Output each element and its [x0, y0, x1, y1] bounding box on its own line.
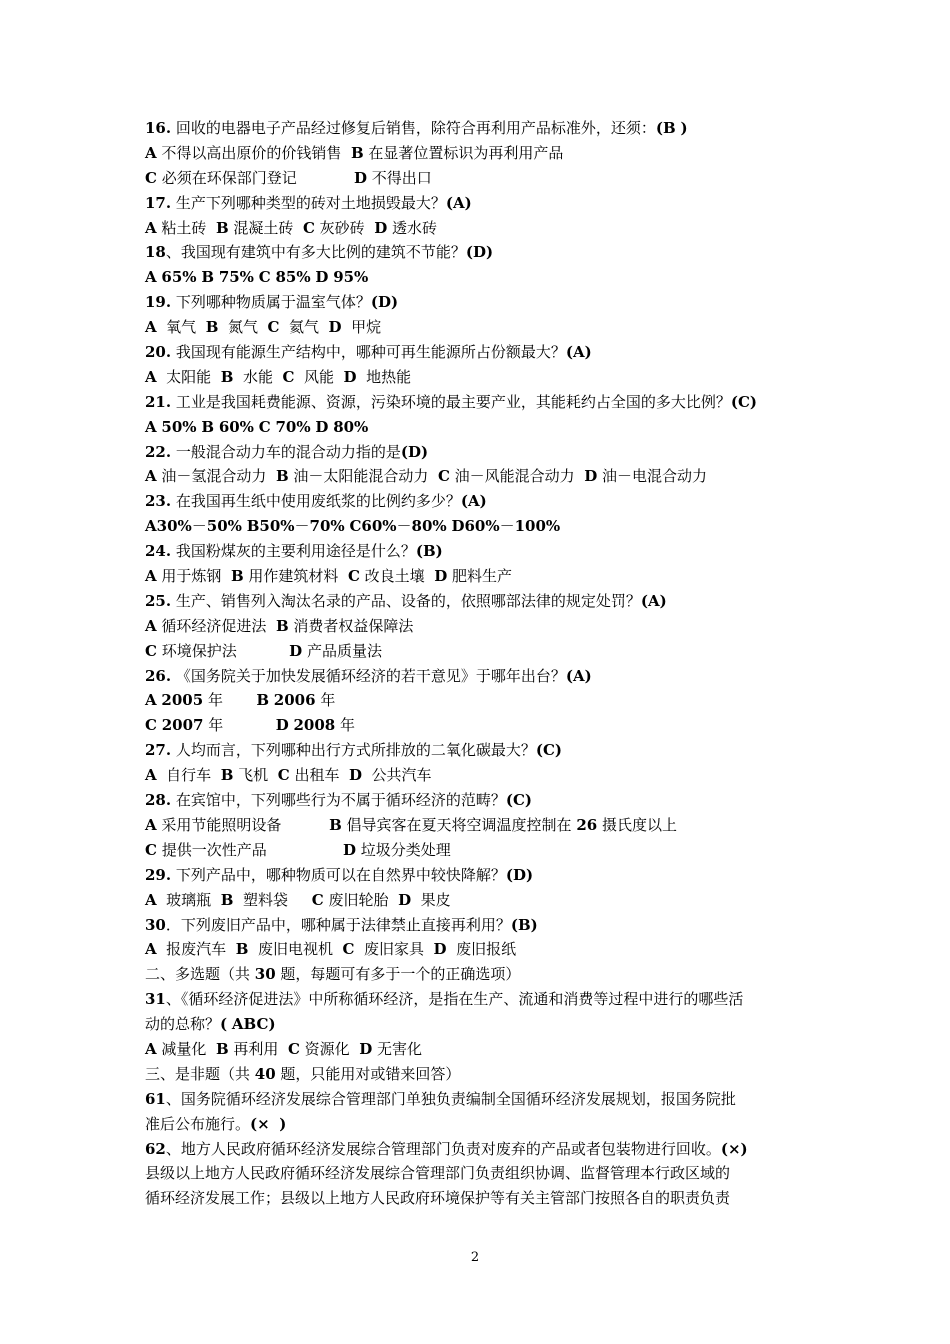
- text-line: 30．下列废旧产品中，哪种属于法律禁止直接再利用？(B): [145, 915, 538, 934]
- text-line: 23. 在我国再生纸中使用废纸浆的比例约多少？(A): [145, 492, 487, 511]
- text-line: 28. 在宾馆中，下列哪些行为不属于循环经济的范畴？(C): [145, 791, 533, 810]
- text-line: 62、地方人民政府循环经济发展综合管理部门负责对废弃的产品或者包装物进行回收。(×): [145, 1139, 748, 1158]
- text-line: 18、我国现有建筑中有多大比例的建筑不节能？(D): [145, 243, 494, 262]
- text-line: A 不得以高出原价的价钱销售 B 在显著位置标识为再利用产品: [145, 143, 564, 162]
- page-number: 2: [470, 1250, 480, 1265]
- text-line: C 环境保护法 D 产品质量法: [145, 641, 382, 660]
- text-line: 16. 回收的电器电子产品经过修复后销售，除符合再利用产品标准外，还须：(B ): [145, 119, 688, 137]
- text-line: 26. 《国务院关于加快发展循环经济的若干意见》于哪年出台？(A): [145, 666, 592, 685]
- text-line: 准后公布施行。(× ): [145, 1114, 287, 1133]
- text-line: 循环经济发展工作；县级以上地方人民政府环境保护等有关主管部门按照各自的职责负责: [145, 1189, 731, 1208]
- text-line: 61、国务院循环经济发展综合管理部门单独负责编制全国循环经济发展规划，报国务院批: [145, 1089, 736, 1108]
- text-line: 20. 我国现有能源生产结构中，哪种可再生能源所占份额最大？(A): [145, 343, 592, 362]
- text-line: 22. 一般混合动力车的混合动力指的是(D): [145, 442, 429, 461]
- text-line: A 减量化 B 再利用 C 资源化 D 无害化: [145, 1039, 423, 1058]
- text-line: A 循环经济促进法 B 消费者权益保障法: [145, 616, 414, 635]
- text-line: 21. 工业是我国耗费能源、资源，污染环境的最主要产业，其能耗约占全国的多大比例？(C): [145, 392, 758, 411]
- text-line: C 提供一次性产品 D 垃圾分类处理: [145, 840, 451, 859]
- text-line: A 自行车 B 飞机 C 出租车 D 公共汽车: [145, 766, 432, 785]
- text-body: [145, 116, 810, 1211]
- text-line: A 采用节能照明设备 B 倡导宾客在夏天将空调温度控制在 26 摄氏度以上: [145, 815, 677, 834]
- text-line: 29. 下列产品中，哪种物质可以在自然界中较快降解？(D): [145, 865, 534, 884]
- text-line: C 2007 年 D 2008 年: [145, 716, 356, 735]
- text-line: A 65% B 75% C 85% D 95%: [145, 268, 369, 287]
- text-line: A 报废汽车 B 废旧电视机 C 废旧家具 D 废旧报纸: [145, 940, 517, 959]
- text-line: 25. 生产、销售列入淘汰名录的产品、设备的，依照哪部法律的规定处罚？(A): [145, 591, 667, 610]
- text-line: A 油－氢混合动力 B 油－太阳能混合动力 C 油－风能混合动力 D 油－电混合动力: [145, 467, 708, 486]
- text-line: 24. 我国粉煤灰的主要利用途径是什么？(B): [145, 542, 443, 561]
- text-line: A 2005 年 B 2006 年: [145, 691, 336, 710]
- text-line: A 氧气 B 氮气 C 氦气 D 甲烷: [145, 318, 382, 337]
- text-line: 31、《循环经济促进法》中所称循环经济，是指在生产、流通和消费等过程中进行的哪些活: [145, 990, 744, 1009]
- text-line: 动的总称？( ABC): [145, 1015, 276, 1034]
- text-line: A 粘土砖 B 混凝土砖 C 灰砂砖 D 透水砖: [145, 218, 438, 237]
- text-line: A 玻璃瓶 B 塑料袋 C 废旧轮胎 D 果皮: [145, 890, 451, 909]
- text-line: 二、多选题（共 30 题，每题可有多于一个的正确选项）: [145, 965, 521, 984]
- text-line: 三、是非题（共 40 题，只能用对或错来回答）: [145, 1064, 461, 1083]
- text-line: 27. 人均而言，下列哪种出行方式所排放的二氧化碳最大？(C): [145, 741, 563, 760]
- text-line: A 50% B 60% C 70% D 80%: [145, 417, 369, 436]
- text-line: C 必须在环保部门登记 D 不得出口: [145, 168, 432, 187]
- text-line: A 太阳能 B 水能 C 风能 D 地热能: [145, 367, 412, 386]
- text-line: 17. 生产下列哪种类型的砖对土地损毁最大？(A): [145, 193, 472, 212]
- text-line: A 用于炼钢 B 用作建筑材料 C 改良土壤 D 肥料生产: [145, 567, 513, 586]
- text-line: A30%－50% B50%－70% C60%－80% D60%－100%: [145, 517, 561, 536]
- text-line: 19. 下列哪种物质属于温室气体？(D): [145, 293, 399, 312]
- text-line: 县级以上地方人民政府循环经济发展综合管理部门负责组织协调、监督管理本行政区域的: [145, 1164, 731, 1183]
